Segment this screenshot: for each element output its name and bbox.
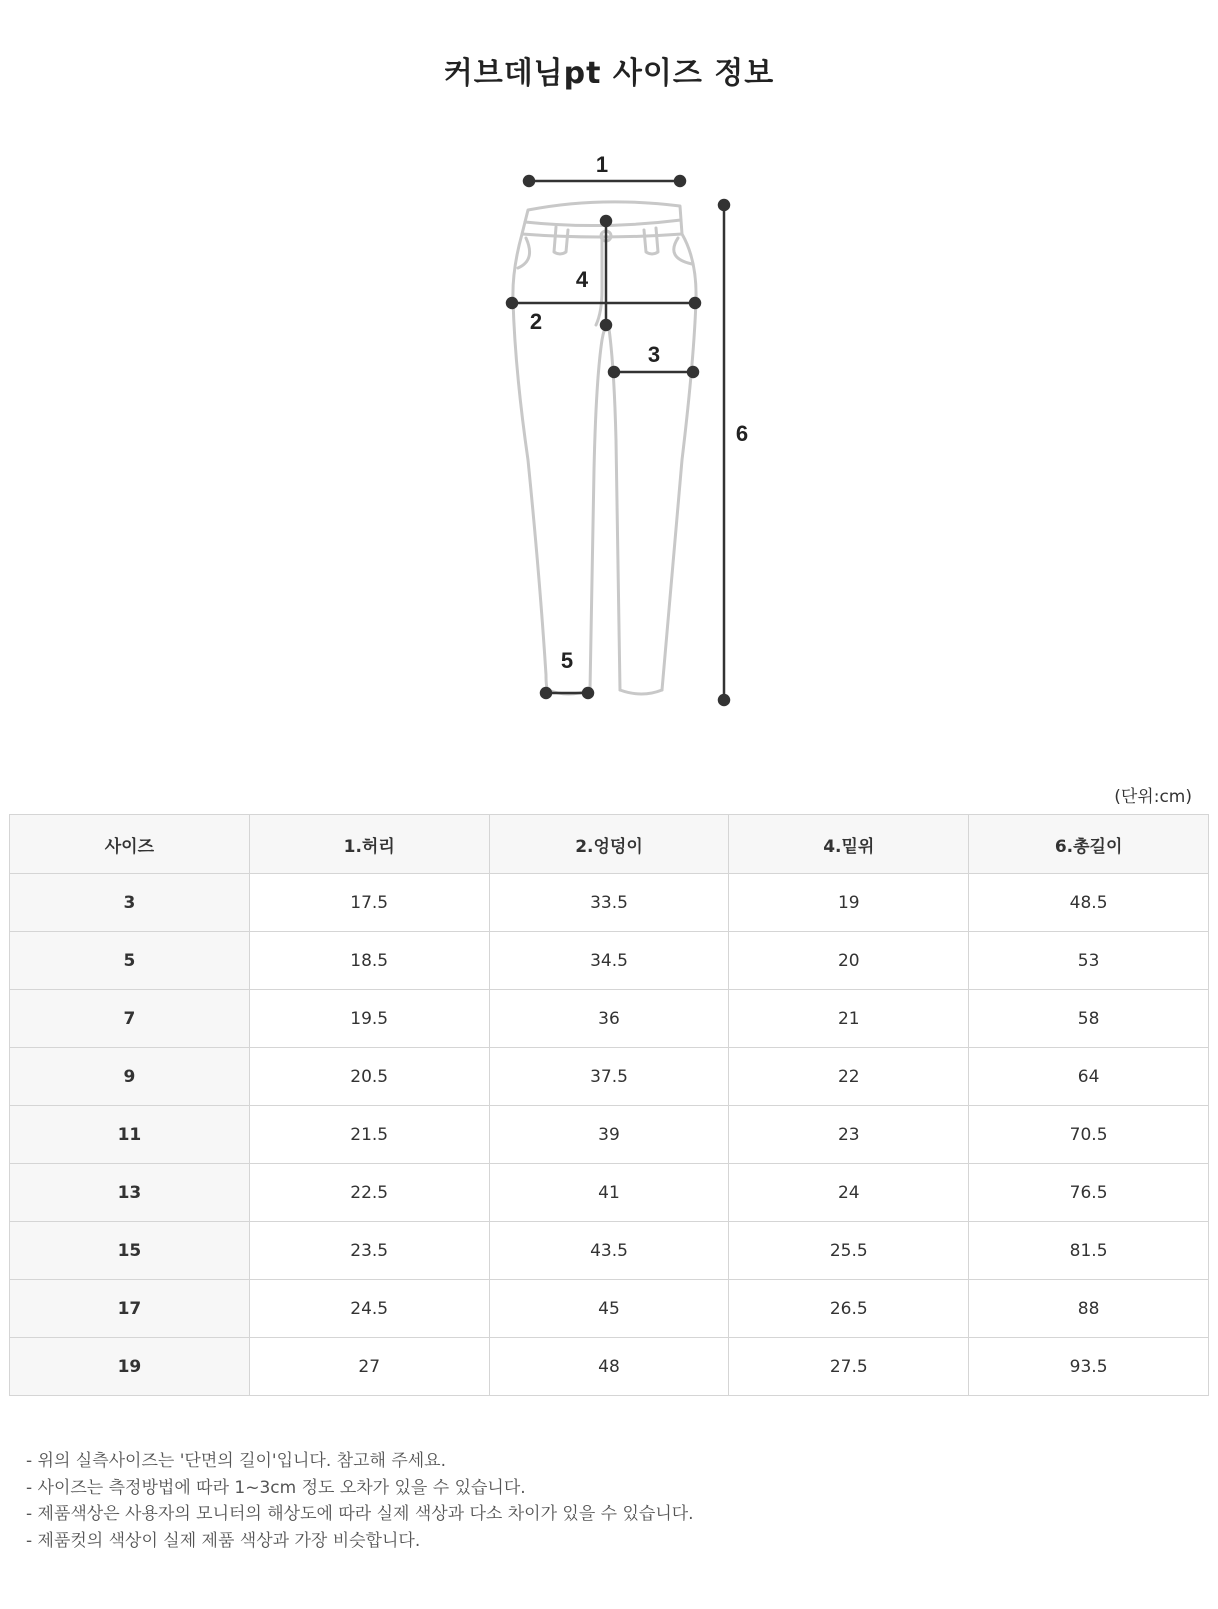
table-row [10,1106,1209,1164]
measurement-cell: 45 [489,1280,729,1338]
size-cell: 13 [10,1164,250,1222]
notes-list [26,1448,694,1554]
measure-label-6: 6 [735,421,749,446]
header-rise: 4.밑위 [729,815,969,874]
measurement-cell: 48 [489,1338,729,1396]
measurement-cell: 88 [969,1280,1209,1338]
size-cell: 7 [10,990,250,1048]
measurement-cell: 24 [729,1164,969,1222]
measurement-cell: 39 [489,1106,729,1164]
measurement-cell: 20.5 [249,1048,489,1106]
measurement-cell: 37.5 [489,1048,729,1106]
measurement-cell: 23 [729,1106,969,1164]
table-row [10,932,1209,990]
size-cell: 11 [10,1106,250,1164]
measurement-cell: 18.5 [249,932,489,990]
measurement-cell: 17.5 [249,874,489,932]
header-total-length: 6.총길이 [969,815,1209,874]
measurement-cell: 41 [489,1164,729,1222]
table-row [10,990,1209,1048]
size-cell: 19 [10,1338,250,1396]
measurement-cell: 53 [969,932,1209,990]
measure-label-1: 1 [595,152,609,177]
measurement-cell: 58 [969,990,1209,1048]
measurement-cell: 22 [729,1048,969,1106]
measurement-cell: 21 [729,990,969,1048]
size-table [9,814,1209,1396]
measurement-cell: 23.5 [249,1222,489,1280]
measurement-cell: 25.5 [729,1222,969,1280]
measurement-cell: 48.5 [969,874,1209,932]
measurement-cell: 33.5 [489,874,729,932]
table-body [10,874,1209,1396]
measurement-cell: 36 [489,990,729,1048]
note-item: - 제품색상은 사용자의 모니터의 해상도에 따라 실제 색상과 다소 차이가 있을 수 있습니다. [26,1504,694,1524]
size-cell: 17 [10,1280,250,1338]
size-cell: 15 [10,1222,250,1280]
pants-measurement-diagram [0,140,1218,720]
measurement-cell: 27.5 [729,1338,969,1396]
header-hip: 2.엉덩이 [489,815,729,874]
measurement-cell: 19 [729,874,969,932]
measurement-cell: 43.5 [489,1222,729,1280]
measurement-cell: 20 [729,932,969,990]
size-cell: 5 [10,932,250,990]
measure-label-2: 2 [529,309,543,334]
measurement-cell: 26.5 [729,1280,969,1338]
size-cell: 3 [10,874,250,932]
measurement-cell: 21.5 [249,1106,489,1164]
measurement-cell: 34.5 [489,932,729,990]
pants-illustration [513,202,696,694]
measurement-cell: 19.5 [249,990,489,1048]
note-item: - 제품컷의 색상이 실제 제품 색상과 가장 비슷합니다. [26,1530,421,1551]
size-cell: 9 [10,1048,250,1106]
measurement-cell: 22.5 [249,1164,489,1222]
measurement-cell: 81.5 [969,1222,1209,1280]
table-header-row [10,815,1209,874]
note-item: - 위의 실측사이즈는 '단면의 길이'입니다. 참고해 주세요. [26,1451,446,1471]
measure-label-4: 4 [575,267,589,292]
header-size: 사이즈 [10,815,250,874]
table-row [10,1222,1209,1280]
table-row [10,1338,1209,1396]
table-row [10,874,1209,932]
table-row [10,1164,1209,1222]
header-waist: 1.허리 [249,815,489,874]
measurement-cell: 93.5 [969,1338,1209,1396]
measurement-cell: 27 [249,1338,489,1396]
unit-label: (단위:cm) [1114,787,1192,807]
note-item: - 사이즈는 측정방법에 따라 1~3cm 정도 오차가 있을 수 있습니다. [26,1477,526,1498]
table-row [10,1280,1209,1338]
measurement-cell: 64 [969,1048,1209,1106]
table-row [10,1048,1209,1106]
measure-label-5: 5 [560,648,574,673]
measurement-cell: 70.5 [969,1106,1209,1164]
measure-label-3: 3 [647,342,661,367]
measurement-cell: 76.5 [969,1164,1209,1222]
page-title: 커브데님pt 사이즈 정보 [443,56,775,91]
measurement-cell: 24.5 [249,1280,489,1338]
